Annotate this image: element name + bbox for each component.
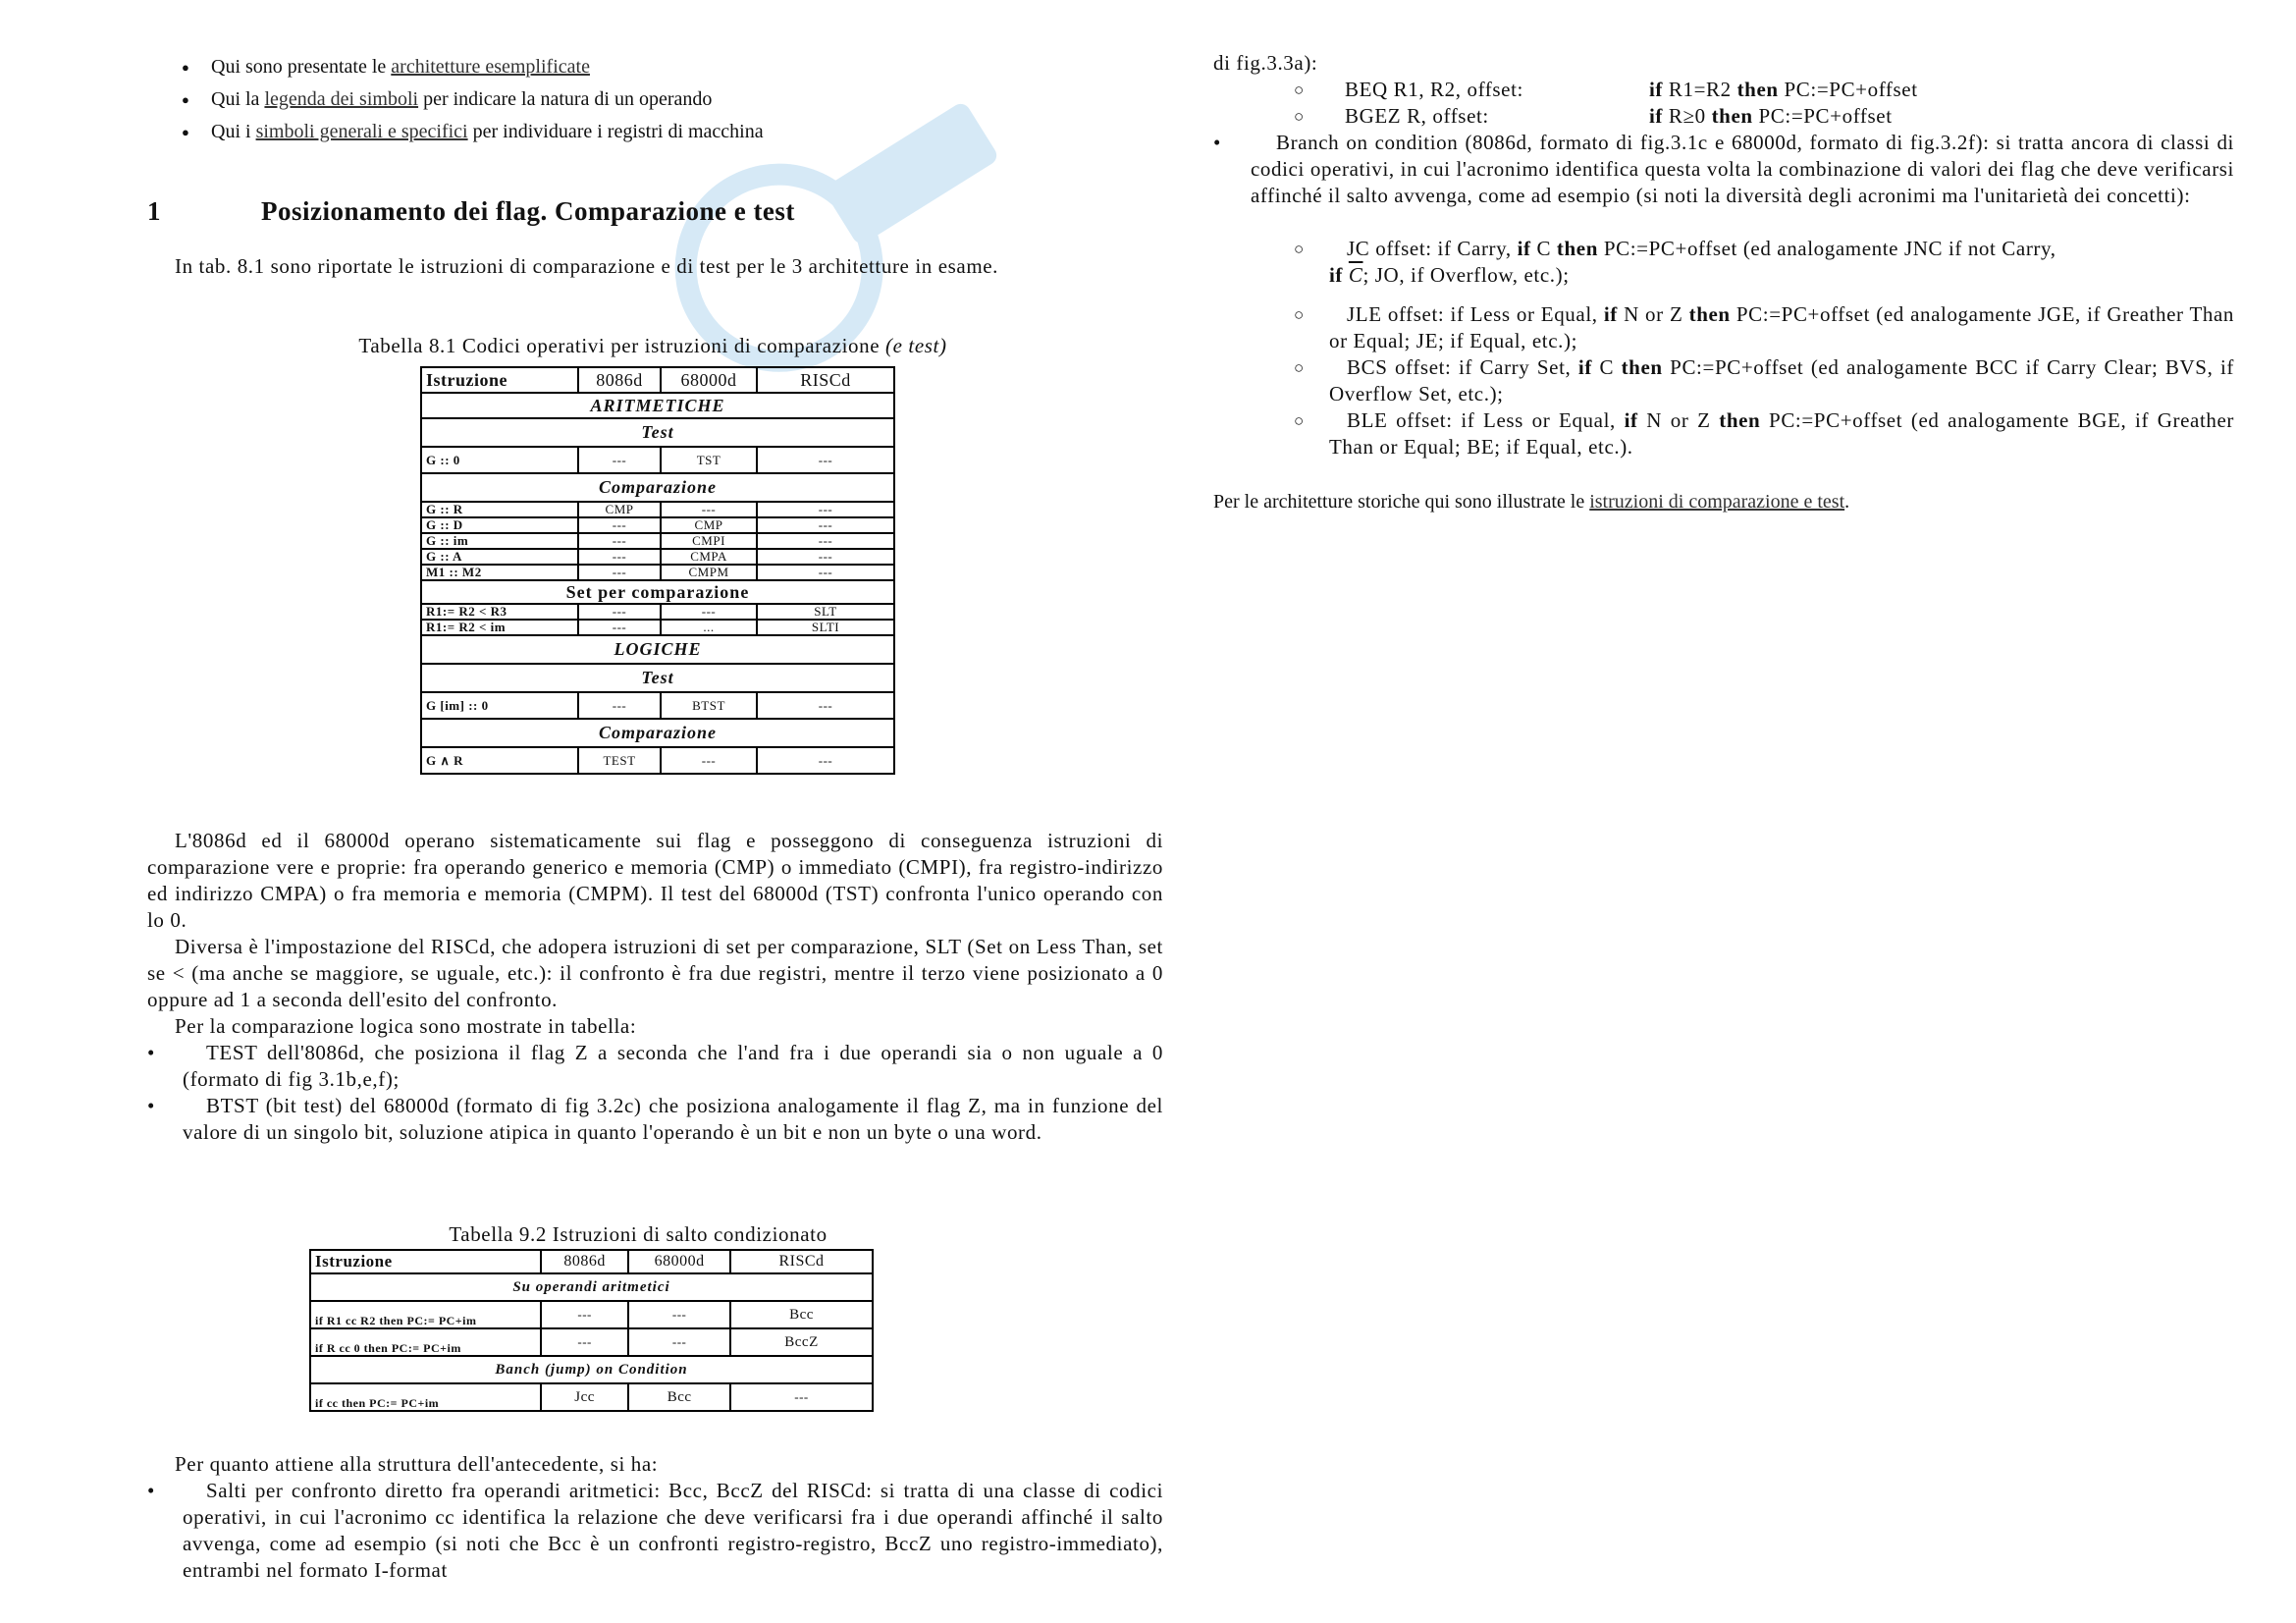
item-ble: ○ BLE offset: if Less or Equal, if N or Z then PC:=PC+offset (ed analogamente BGE, if Greather Than or Equal; BE; if Equal, etc.). (1294, 408, 2234, 459)
paragraph-8086: L'8086d ed il 68000d operano sistematicamente sui flag e posseggono di conseguenza istruzioni di comparazione vere e proprie: fra operando generico e memoria (CMP) o immediato (CMPI), fra registro-indirizzo ed indirizzo CMPA) o fra memoria e memoria (CMPM). Il test del 68000d (TST) confronta l'unico operando con lo 0. (147, 829, 1163, 932)
intro-links (182, 51, 764, 148)
table-row: if R1 cc R2 then PC:= PC+im --- --- Bcc (310, 1301, 873, 1328)
table1-caption: Tabella 8.1 Codici operativi per istruzioni di comparazione (e test) (358, 334, 947, 357)
table-comparazione (420, 366, 895, 775)
table-row: M1 :: M2 --- CMPM --- (421, 565, 894, 580)
section-test: Test (421, 418, 894, 447)
item-jc: ○ JC offset: if Carry, if C then PC:=PC+offset (ed analogamente JNC if not Carry, if $\overline{C}$; JO, if Overflow, etc.); (1294, 237, 2056, 287)
link-simboli[interactable]: simboli generali e specifici (255, 121, 468, 142)
final-paragraph: Per le architetture storiche qui sono illustrate le istruzioni di comparazione e test. (1213, 491, 1850, 513)
list-item: ● Qui la legenda dei simboli per indicare la natura di un operando (182, 83, 764, 116)
bullet-branch-condition: • Branch on condition (8086d, formato di fig.3.1c e 68000d, formato di fig.3.2f): si tratta ancora di classi di codici operativi, in cui l'acronimo identifica questa volta la combinazione di valori dei flag che deve verificarsi affinché il salto avvenga, come ad esempio (si noti la diversità degli acronimi ma l'unitarietà dei concetti): (1213, 131, 2234, 207)
table-row: G ∧ R TEST --- --- (421, 747, 894, 774)
list-item: ● Qui i simboli generali e specifici per individuare i registri di macchina (182, 116, 764, 148)
table-row: G :: R CMP --- --- (421, 502, 894, 517)
list-item: ● Qui sono presentate le architetture esemplificate (182, 51, 764, 83)
section-test-logiche: Test (421, 664, 894, 692)
paragraph-logica: Per la comparazione logica sono mostrate in tabella: (175, 1014, 637, 1038)
table-row: if cc then PC:= PC+im Jcc Bcc --- (310, 1383, 873, 1411)
table-header-row: Istruzione 8086d 68000d RISCd (310, 1250, 873, 1273)
table-salto (309, 1249, 874, 1412)
item-bcs: ○ BCS offset: if Carry Set, if C then PC:=PC+offset (ed analogamente BCC if Carry Clear; BVS, if Overflow Set, etc.); (1294, 355, 2234, 406)
bullet-salti-confronto: • Salti per confronto diretto fra operandi aritmetici: Bcc, BccZ del RISCd: si tratta di una classe di codici operativi, in cui l'acronimo cc identifica la relazione che deve verificarsi fra i due operandi affinché il salto avvenga, come ad esempio (si noti che Bcc è un confronti registro-registro, BccZ uno registro-immediato), entrambi nel formato I-format (147, 1479, 1163, 1582)
table-row: G :: D --- CMP --- (421, 517, 894, 533)
table-row: R1:= R2 < R3 --- --- SLT (421, 604, 894, 620)
continuation-text: di fig.3.3a): (1213, 51, 1318, 75)
link-legenda[interactable]: legenda dei simboli (264, 88, 419, 110)
section-logiche: LOGICHE (421, 635, 894, 664)
table-row: G :: 0 --- TST --- (421, 447, 894, 473)
table-row: G :: A --- CMPA --- (421, 549, 894, 565)
table2-caption: Tabella 9.2 Istruzioni di salto condizionato (449, 1222, 828, 1246)
paragraph-antecedente: Per quanto attiene alla struttura dell'antecedente, si ha: (175, 1452, 659, 1476)
table-row: G [im] :: 0 --- BTST --- (421, 692, 894, 719)
section-aritmetiche: ARITMETICHE (421, 393, 894, 418)
section-heading (147, 196, 1168, 227)
item-jle: ○ JLE offset: if Less or Equal, if N or Z then PC:=PC+offset (ed analogamente JGE, if Greather Than or Equal; JE; if Equal, etc.); (1294, 302, 2234, 352)
section-aritmetici: Su operandi aritmetici (310, 1273, 873, 1301)
section-number: 1 (147, 196, 161, 226)
paragraph-risc: Diversa è l'impostazione del RISCd, che adopera istruzioni di set per comparazione, SLT (Set on Less Than, set se < (ma anche se maggiore, se uguale, etc.): il confronto è fra due registri, mentre il terzo viene posizionato a 0 oppure ad 1 a seconda dell'esito del confronto. (147, 935, 1163, 1011)
section-comparazione: Comparazione (421, 473, 894, 502)
link-istruzioni-comparazione[interactable]: istruzioni di comparazione e test (1589, 491, 1845, 513)
link-architetture[interactable]: architetture esemplificate (391, 56, 590, 78)
table-row: if R cc 0 then PC:= PC+im --- --- BccZ (310, 1328, 873, 1356)
intro-paragraph: In tab. 8.1 sono riportate le istruzioni di comparazione e di test per le 3 architetture in esame. (175, 254, 999, 278)
section-set: Set per comparazione (421, 580, 894, 604)
section-comparazione-logiche: Comparazione (421, 719, 894, 747)
table-header-row: Istruzione 8086d 68000d RISCd (421, 367, 894, 393)
table-row: G :: im --- CMPI --- (421, 533, 894, 549)
bullet-btst: • BTST (bit test) del 68000d (formato di fig 3.2c) che posiziona analogamente il flag Z, ma in funzione del valore di un singolo bit, soluzione atipica in quanto l'operando è un bit e non un byte o una word. (147, 1094, 1163, 1144)
table-row: R1:= R2 < im --- ... SLTI (421, 620, 894, 635)
section-title: Posizionamento dei flag. Comparazione e test (261, 196, 795, 226)
section-condition: Banch (jump) on Condition (310, 1356, 873, 1383)
bullet-test: • TEST dell'8086d, che posiziona il flag Z a seconda che l'and fra i due operandi sia o non uguale a 0 (formato di fig 3.1b,e,f); (147, 1041, 1163, 1091)
